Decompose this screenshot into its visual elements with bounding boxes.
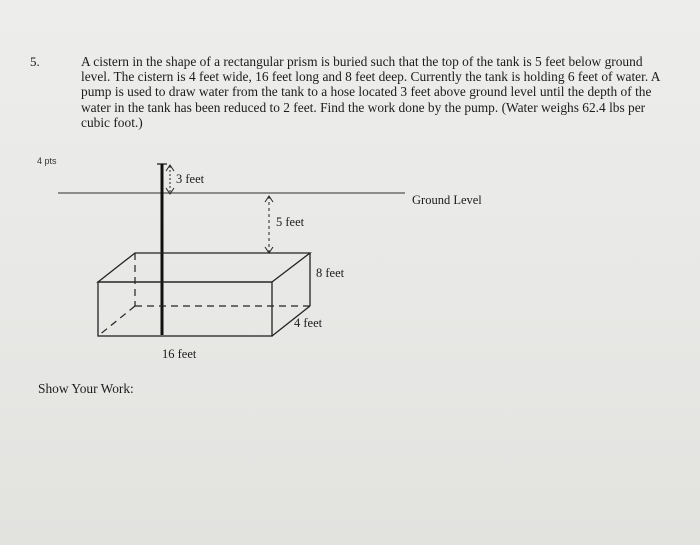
question-text: A cistern in the shape of a rectangular prism is buried such that the top of the tank is 5 feet below ground level. The cistern is 4 feet wide, 16 feet long and 8 feet deep. Currently the tank is holding 6 feet of water. A pump is used to draw water from the tank to a hose located 3 feet above ground level until the depth of the water in the tank has been reduced to 2 feet. Find the work done by the pump. (Water weighs 62.4 lbs per cubic foot.)	[81, 54, 660, 130]
hose-height-label: 3 feet	[176, 172, 205, 186]
tank-length-label: 16 feet	[162, 347, 197, 361]
show-work-label: Show Your Work:	[38, 381, 134, 396]
hose-height-arrow	[166, 165, 174, 194]
depth-below-ground-arrow	[265, 196, 273, 253]
tank-hidden-edges	[98, 253, 310, 336]
tank-front-face	[98, 282, 272, 336]
question-number: 5.	[30, 54, 40, 69]
depth-below-ground-label: 5 feet	[276, 215, 305, 229]
points-label: 4 pts	[37, 156, 57, 166]
tank-top-face	[98, 253, 310, 282]
tank-depth-label: 8 feet	[316, 266, 345, 280]
ground-level-label: Ground Level	[412, 193, 482, 207]
tank-box	[98, 253, 310, 336]
tank-width-label: 4 feet	[294, 316, 323, 330]
